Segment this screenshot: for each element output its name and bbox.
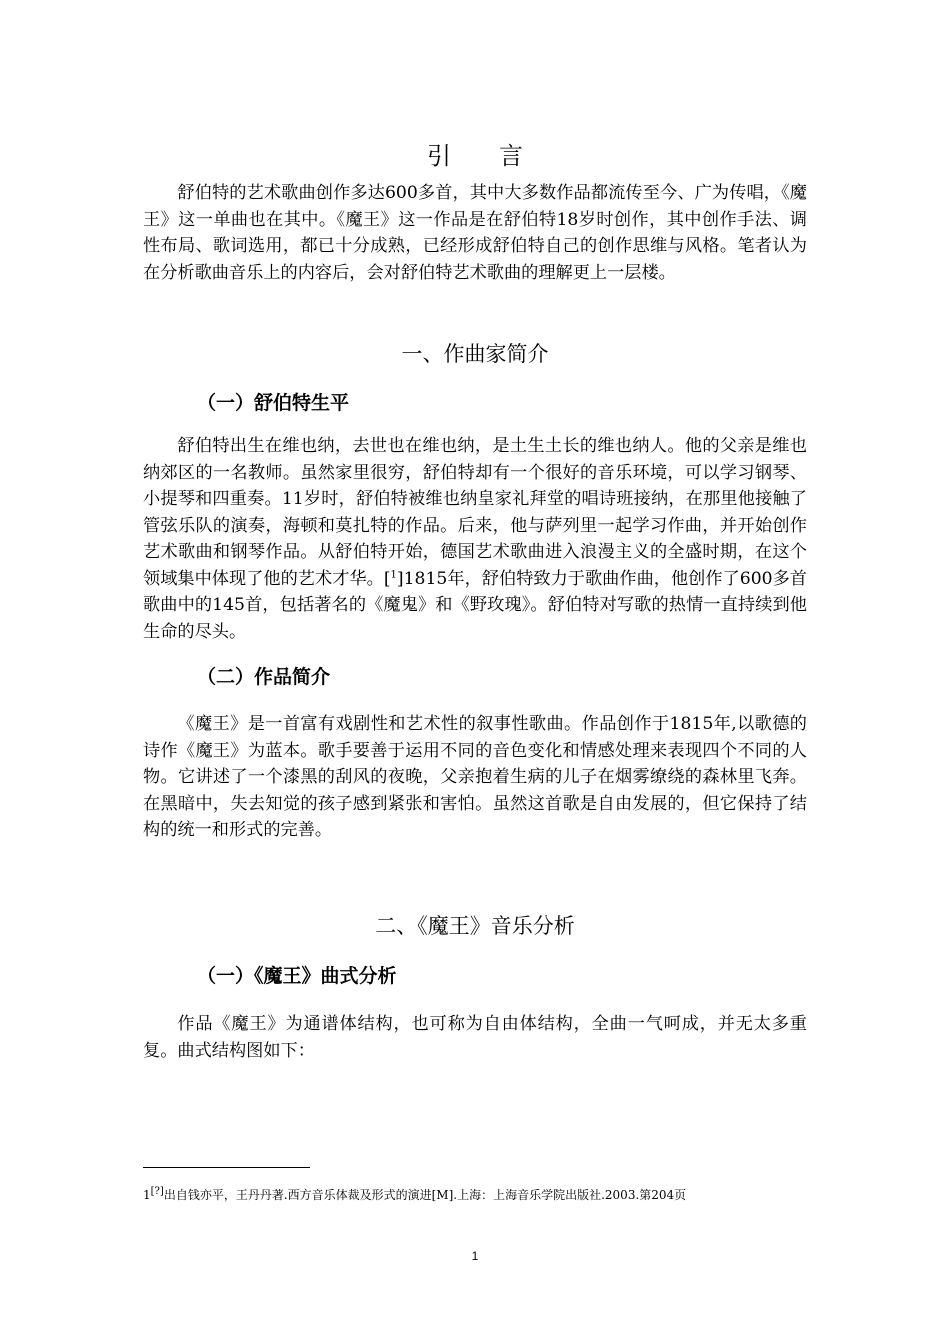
ref-open: [ xyxy=(383,568,391,589)
footnote-text: 出自钱亦平，王丹丹著.西方音乐体裁及形式的演进[M].上海：上海音乐学院出版社.2003.第204页 xyxy=(163,1188,687,1202)
footnote-ref[interactable]: 1 xyxy=(390,568,397,580)
title-char-right: 言 xyxy=(499,142,523,170)
section1-sub1-paragraph xyxy=(143,433,807,645)
title-char-left: 引 xyxy=(427,142,451,170)
intro-paragraph: 舒伯特的艺术歌曲创作多达600多首，其中大多数作品都流传至今、广为传唱，《魔王》这一单曲也在其中。《魔王》这一作品是在舒伯特18岁时创作，其中创作手法、调性布局、歌词选用，都已十分成熟，已经形成舒伯特自己的创作思维与风格。笔者认为在分析歌曲音乐上的内容后，会对舒伯特艺术歌曲的理解更上一层楼。 xyxy=(143,183,807,283)
footnote xyxy=(143,1187,843,1203)
sub1-text-before-ref: 舒伯特出生在维也纳，去世也在维也纳，是土生土长的维也纳人。他的父亲是维也纳郊区的一名教师。虽然家里很穷，舒伯特却有一个很好的音乐环境，可以学习钢琴、小提琴和四重奏。11岁时，舒伯特被维也纳皇家礼拜堂的唱诗班接纳，在那里他接触了管弦乐队的演奏，海顿和莫扎特的作品。后来，他与萨列里一起学习作曲，并开始创作艺术歌曲和钢琴作品。从舒伯特开始，德国艺术歌曲进入浪漫主义的全盛时期，在这个领域集中体现了他的艺术才华。 xyxy=(143,436,807,589)
footnote-mark: 1 xyxy=(143,1188,151,1202)
page-title xyxy=(0,136,950,171)
section2-sub1-heading: （一）《魔王》曲式分析 xyxy=(197,965,397,987)
section1-sub1-heading: （一）舒伯特生平 xyxy=(197,392,350,414)
section1-heading: 一、作曲家简介 xyxy=(401,342,549,366)
section2-heading: 二、《魔王》音乐分析 xyxy=(375,914,575,938)
section1-sub2-paragraph: 《魔王》是一首富有戏剧性和艺术性的叙事性歌曲。作品创作于1815年,以歌德的诗作《魔王》为蓝本。歌手要善于运用不同的音色变化和情感处理来表现四个不同的人物。它讲述了一个漆黑的刮风的夜晚，父亲抱着生病的儿子在烟雾缭绕的森林里飞奔。在黑暗中，失去知觉的孩子感到紧张和害怕。虽然这首歌是自由发展的，但它保持了结构的统一和形式的完善。 xyxy=(143,714,807,840)
sub1-text-after-ref: 1815年，舒伯特致力于歌曲作曲，他创作了600多首歌曲中的145首，包括著名的《魔鬼》和《野玫瑰》。舒伯特对写歌的热情一直持续到他生命的尽头。 xyxy=(143,568,807,642)
section2-sub1-paragraph: 作品《魔王》为通谱体结构，也可称为自由体结构，全曲一气呵成，并无太多重复。曲式结构图如下： xyxy=(143,1014,807,1061)
section1-sub2-heading: （二）作品简介 xyxy=(197,666,331,688)
footnote-separator xyxy=(143,1167,310,1168)
footnote-mark-sup: [?] xyxy=(150,1186,164,1197)
ref-close: ] xyxy=(396,568,404,589)
page-number: 1 xyxy=(471,1249,479,1263)
